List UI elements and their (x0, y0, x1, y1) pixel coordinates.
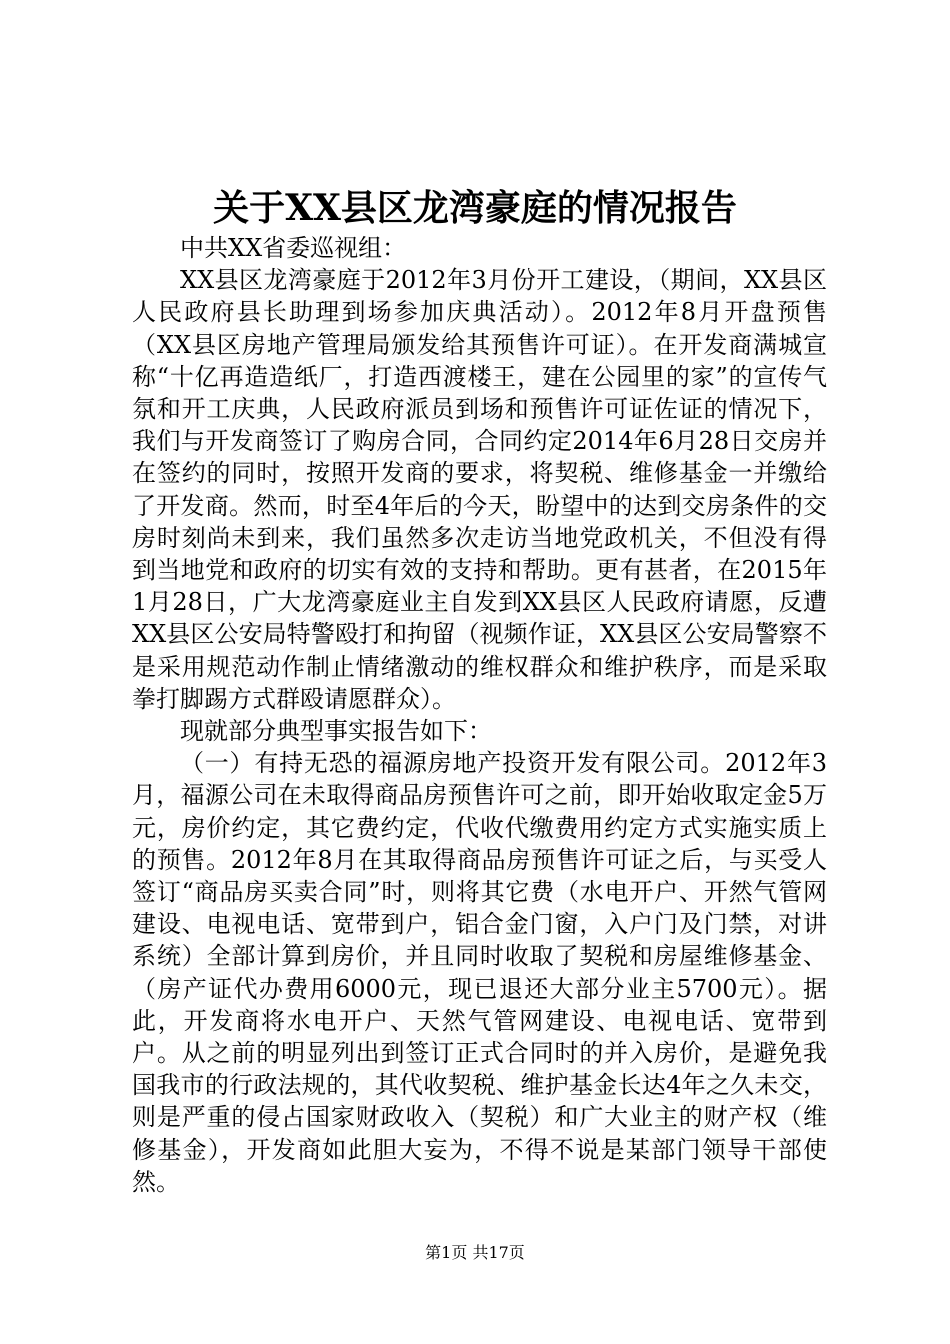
document-body (132, 232, 827, 1198)
salutation: 中共XX省委巡视组： (180, 234, 407, 262)
paragraph-lead-in: 现就部分典型事实报告如下： (180, 717, 492, 746)
paragraph-section-one: （一）有持无恐的福源房地产投资开发有限公司。2012年3月，福源公司在未取得商品房预售许可之前，即开始收取定金5万元，房价约定，其它费约定，代收代缴费用约定方式实施实质上的预售。2012年8月在其取得商品房预售许可证之后，与买受人签订“商品房买卖合同”时，则将其它费（水电开户、开然气管网建设、电视电话、宽带到户，铝合金门窗，入户门及门禁，对讲系统）全部计算到房价，并且同时收取了契税和房屋维修基金、（房产证代办费用6000元，现已退还大部分业主5700元）。据此，开发商将水电开户、天然气管网建设、电视电话、宽带到户。从之前的明显列出到签订正式合同时的并入房价，是避免我国我市的行政法规的，其代收契税、维护基金长达4年之久未交，则是严重的侵占国家财政收入（契税）和广大业主的财产权（维修基金），开发商如此胆大妄为，不得不说是某部门领导干部使然。 (132, 749, 827, 1196)
page-footer (0, 1242, 950, 1264)
document-title: 关于XX县区龙湾豪庭的情况报告 (213, 187, 737, 229)
page-number: 第1页 共17页 (425, 1243, 525, 1262)
paragraph-intro: XX县区龙湾豪庭于2012年3月份开工建设，（期间，XX县区人民政府县长助理到场参加庆典活动）。2012年8月开盘预售（XX县区房地产管理局颁发给其预售许可证）。在开发商满城宣称“十亿再造造纸厂，打造西渡楼王，建在公园里的家”的宣传气氛和开工庆典，人民政府派员到场和预售许可证佐证的情况下，我们与开发商签订了购房合同，合同约定2014年6月28日交房并在签约的同时，按照开发商的要求，将契税、维修基金一并缴给了开发商。然而，时至4年后的今天，盼望中的达到交房条件的交房时刻尚未到来，我们虽然多次走访当地党政机关，不但没有得到当地党和政府的切实有效的支持和帮助。更有甚者，在2015年1月28日，广大龙湾豪庭业主自发到XX县区人民政府请愿，反遭XX县区公安局特警殴打和拘留（视频作证，XX县区公安局警察不是采用规范动作制止情绪激动的维权群众和维护秩序，而是采取拳打脚踢方式群殴请愿群众）。 (132, 266, 827, 713)
